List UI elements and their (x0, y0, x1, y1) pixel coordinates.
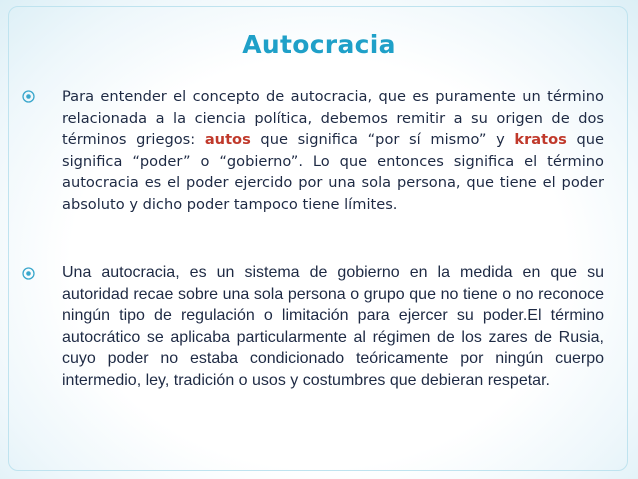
bullet-paragraph-2: Una autocracia, es un sistema de gobierno en la medida en que su autoridad recae sobre una sola persona o grupo que no tiene o no reconoce ningún tipo de regulación o limitación para ejercer su poder.El término autocrático se aplicaba particularmente al régimen de los zares de Rusia, cuyo poder no estaba condicionado teóricamente por ningún cuerpo intermedio, ley, tradición o usos y costumbres que debieran respetar. (62, 264, 604, 389)
bullet-item-1 (22, 86, 604, 215)
bullet-paragraph-1 (62, 86, 604, 215)
circled-dot-bullet-icon (22, 266, 35, 279)
slide-title: Autocracia (242, 30, 396, 59)
circled-dot-bullet-icon (22, 90, 35, 103)
slide-frame (8, 6, 628, 471)
bullet-item-2 (22, 262, 604, 391)
paragraph-text: que significa “por sí mismo” y (250, 131, 515, 148)
paragraph-text: que significa “poder” o “gobierno”. Lo que entonces significa el término autocracia es el poder ejercido por una sola persona, que tiene el poder absoluto y dicho poder tampoco tiene límites. (62, 131, 604, 213)
highlighted-term-kratos: kratos (514, 131, 567, 148)
paragraph-text: Para entender el concepto de autocracia, que es puramente un término relacionada a la ciencia política, debemos remitir a su origen de dos términos griegos: (62, 88, 604, 148)
highlighted-term-autos: autos (204, 131, 251, 148)
